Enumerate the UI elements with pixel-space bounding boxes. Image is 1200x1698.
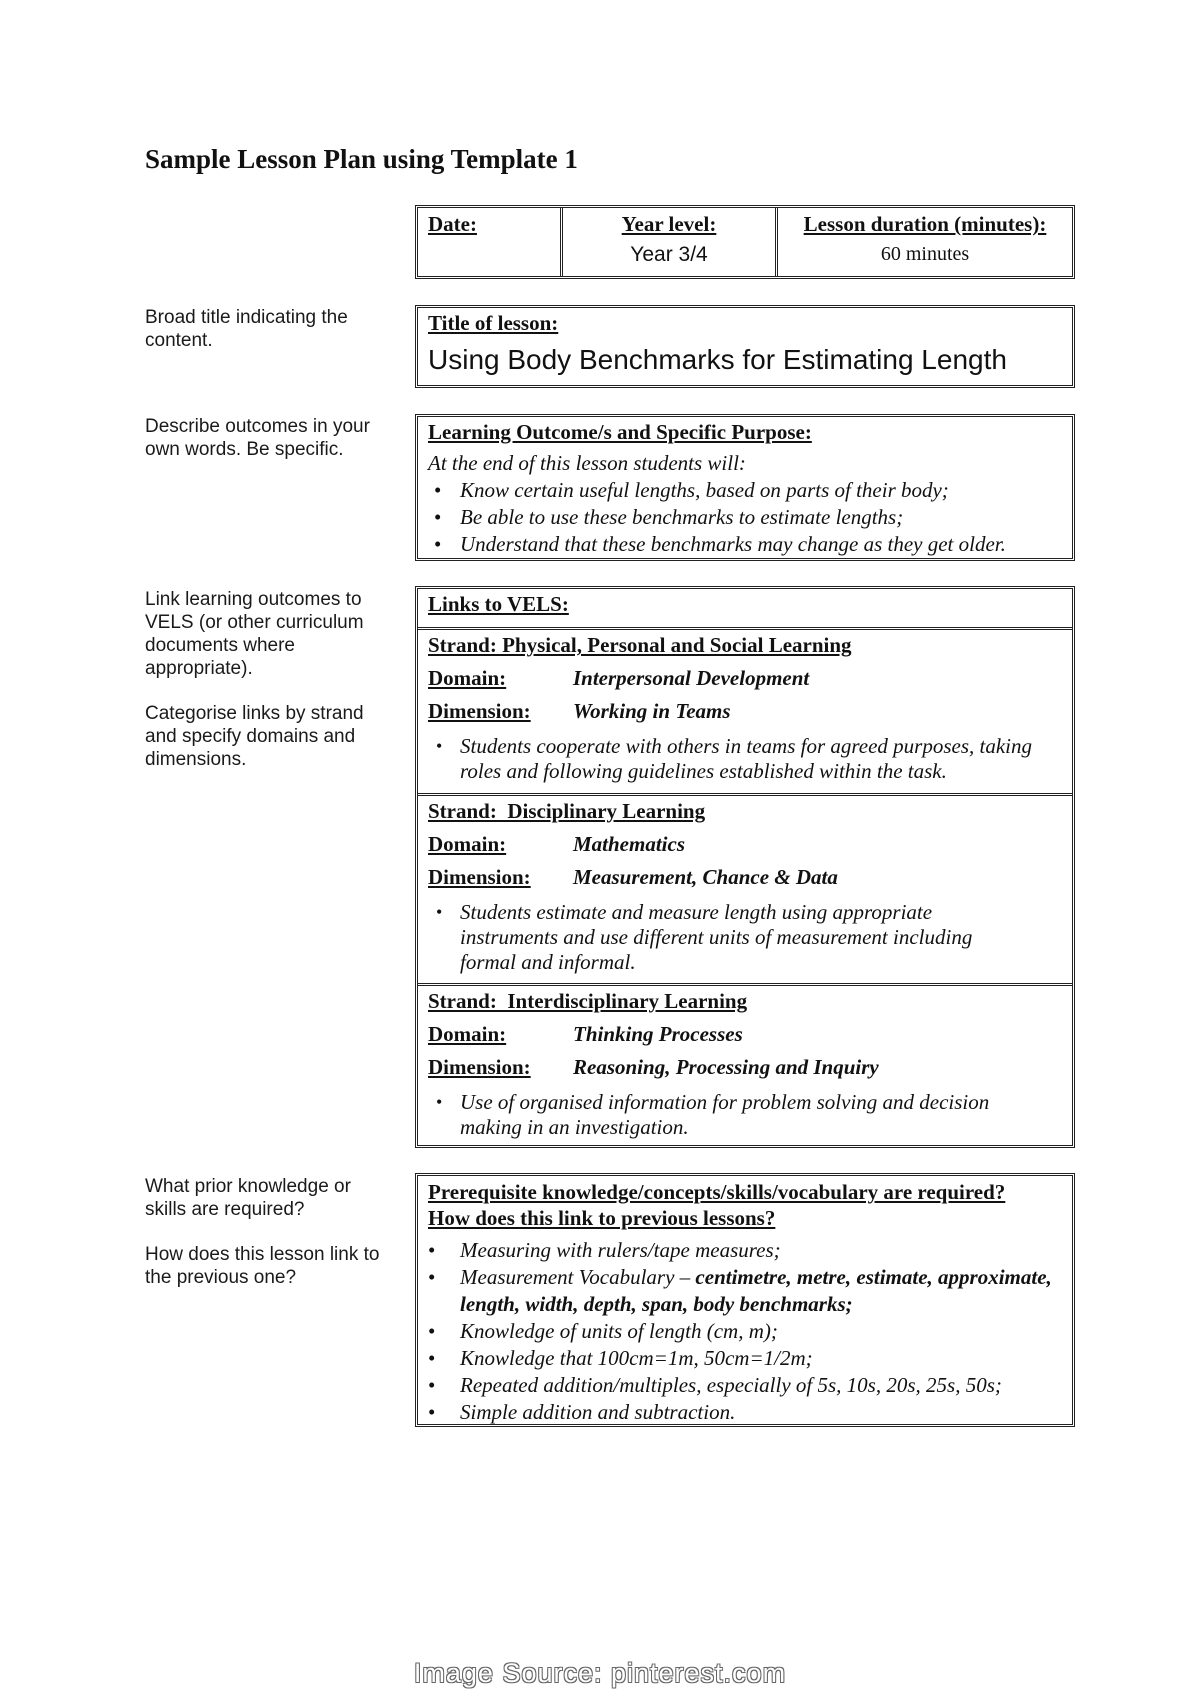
domain-label: Domain: — [428, 832, 507, 856]
strand-title: Strand: Interdisciplinary Learning — [428, 989, 748, 1013]
strand-title: Strand: Physical, Personal and Social Learning — [428, 633, 852, 657]
dimension-value: Measurement, Chance & Data — [573, 865, 838, 889]
strand-section — [418, 630, 1072, 796]
vocab-terms: centimetre, metre, estimate, approximate, length, width, depth, span, body benchmarks; — [460, 1265, 1052, 1316]
document-title: Sample Lesson Plan using Template 1 — [145, 144, 578, 174]
domain-row — [428, 666, 1062, 691]
list-item: • Understand that these benchmarks may change as they get older. — [428, 531, 1062, 558]
domain-value: Interpersonal Development — [573, 666, 810, 690]
list-item: • Measuring with rulers/tape measures; — [428, 1237, 1062, 1264]
lesson-title-box — [415, 305, 1075, 388]
prereq-note-text-1: What prior knowledge or skills are required? — [145, 1176, 351, 1220]
lesson-duration-label: Lesson duration (minutes): — [803, 212, 1047, 236]
dimension-value: Working in Teams — [573, 699, 731, 723]
lesson-duration-cell — [778, 208, 1072, 276]
lesson-duration-value: 60 minutes — [880, 243, 970, 265]
vels-note — [145, 588, 395, 771]
vels-note-text-2: Categorise links by strand and specify domains and dimensions. — [145, 703, 364, 770]
strand-bullets — [428, 734, 1062, 784]
vocab-prefix: Measurement Vocabulary – — [460, 1265, 696, 1289]
domain-label: Domain: — [428, 666, 507, 690]
strand-bullets — [428, 1090, 1062, 1140]
year-level-cell — [563, 208, 778, 276]
learning-outcomes-label: Learning Outcome/s and Specific Purpose: — [428, 420, 812, 444]
lesson-title-label: Title of lesson: — [428, 311, 559, 335]
strand-section — [418, 986, 1072, 1151]
previous-lessons-label: How does this link to previous lessons? — [428, 1206, 776, 1230]
prereq-note — [145, 1175, 395, 1289]
domain-row — [428, 832, 1062, 857]
date-cell — [418, 208, 563, 276]
vels-note-text-1: Link learning outcomes to VELS (or other curriculum documents where appropriate). — [145, 589, 364, 679]
list-item: • Simple addition and subtraction. — [428, 1399, 1062, 1426]
title-note — [145, 306, 395, 352]
prerequisites-list — [428, 1237, 1062, 1426]
dimension-row — [428, 1055, 1062, 1080]
learning-outcomes-intro: At the end of this lesson students will: — [428, 451, 746, 475]
list-item: • Students estimate and measure length using appropriate instruments and use different units of measurement including formal and informal. — [428, 900, 1012, 975]
list-item: • Repeated addition/multiples, especially of 5s, 10s, 20s, 25s, 50s; — [428, 1372, 1062, 1399]
list-item — [428, 1264, 1062, 1318]
domain-value: Mathematics — [573, 832, 686, 856]
strand-bullets — [428, 900, 1062, 975]
dimension-value: Reasoning, Processing and Inquiry — [573, 1055, 879, 1079]
list-item: • Students cooperate with others in teams for agreed purposes, taking roles and following guidelines established within the task. — [428, 734, 1062, 784]
list-item: • Use of organised information for problem solving and decision making in an investigation. — [428, 1090, 1032, 1140]
year-level-label: Year level: — [621, 212, 717, 236]
learning-outcomes-list — [428, 477, 1062, 558]
image-source-watermark: Image Source: pinterest.com — [413, 1658, 787, 1688]
vels-label: Links to VELS: — [428, 592, 569, 616]
lesson-info-table — [415, 205, 1075, 279]
prerequisites-box — [415, 1173, 1075, 1427]
dimension-row — [428, 865, 1062, 890]
outcomes-note-text: Describe outcomes in your own words. Be specific. — [145, 416, 370, 460]
dimension-label: Dimension: — [428, 865, 531, 889]
dimension-row — [428, 699, 1062, 724]
list-item: • Be able to use these benchmarks to estimate lengths; — [428, 504, 1062, 531]
vels-header — [418, 589, 1072, 630]
domain-label: Domain: — [428, 1022, 507, 1046]
prereq-note-text-2: How does this lesson link to the previous one? — [145, 1244, 380, 1288]
domain-value: Thinking Processes — [573, 1022, 743, 1046]
learning-outcomes-box — [415, 414, 1075, 561]
list-item: • Knowledge of units of length (cm, m); — [428, 1318, 1062, 1345]
strand-title: Strand: Disciplinary Learning — [428, 799, 706, 823]
outcomes-note — [145, 415, 395, 461]
title-note-text: Broad title indicating the content. — [145, 307, 348, 351]
year-level-value: Year 3/4 — [630, 243, 708, 266]
date-label: Date: — [428, 212, 477, 236]
vels-links-box — [415, 586, 1075, 1148]
dimension-label: Dimension: — [428, 699, 531, 723]
lesson-title-value: Using Body Benchmarks for Estimating Length — [428, 344, 1007, 375]
strand-section — [418, 796, 1072, 986]
dimension-label: Dimension: — [428, 1055, 531, 1079]
domain-row — [428, 1022, 1062, 1047]
prerequisites-label: Prerequisite knowledge/concepts/skills/vocabulary are required? — [428, 1180, 1006, 1204]
list-item: • Know certain useful lengths, based on parts of their body; — [428, 477, 1062, 504]
list-item: • Knowledge that 100cm=1m, 50cm=1/2m; — [428, 1345, 1062, 1372]
